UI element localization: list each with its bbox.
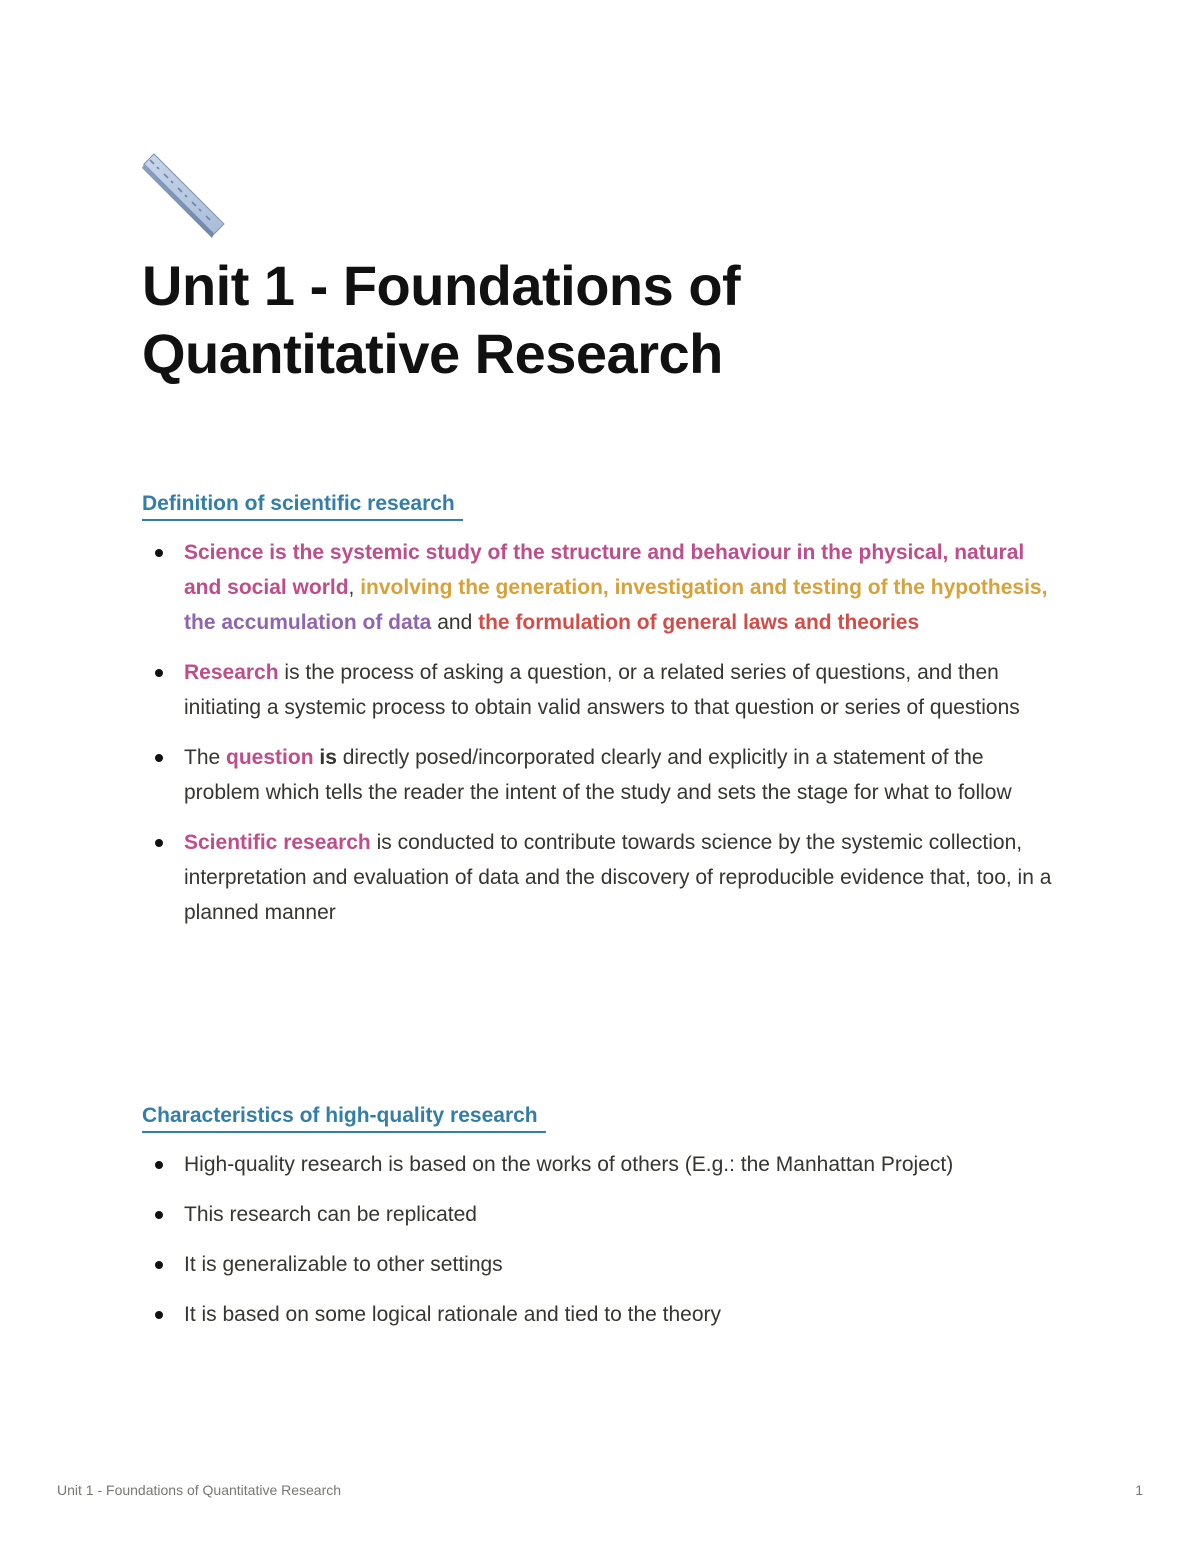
plain-text: directly posed/incorporated clearly and explicitly in a statement of the problem which tells the reader the intent of the study and sets the stage for what to follow	[184, 746, 1012, 804]
list-item-text: High-quality research is based on the works of others (E.g.: the Manhattan Project)	[184, 1153, 954, 1176]
plain-text: ,	[348, 576, 361, 599]
bullet-icon	[155, 669, 163, 677]
list-item	[142, 535, 1062, 640]
section-heading-characteristics: Characteristics of high-quality research	[142, 1101, 546, 1133]
definition-list	[142, 535, 1062, 945]
highlight-text: ,	[1041, 576, 1048, 599]
ruler-icon	[140, 152, 226, 238]
bold-text: is	[313, 746, 337, 769]
list-item-text: It is based on some logical rationale and tied to the theory	[184, 1303, 721, 1326]
highlight-text: the accumulation of data	[184, 611, 432, 634]
footer-title: Unit 1 - Foundations of Quantitative Research	[57, 1482, 342, 1498]
bullet-icon	[155, 754, 163, 762]
list-item-text: This research can be replicated	[184, 1203, 477, 1226]
list-item	[142, 1297, 1062, 1332]
plain-text: and	[431, 611, 479, 634]
highlight-text: Research	[184, 661, 279, 684]
characteristics-list	[142, 1147, 1062, 1347]
highlight-text: Scientific research	[184, 831, 371, 854]
list-item	[142, 1197, 1062, 1232]
list-item	[142, 655, 1062, 725]
list-item	[142, 740, 1062, 810]
plain-text: The	[184, 746, 227, 769]
plain-text: is conducted to contribute towards science by the systemic collection, interpretation and evaluation of data and the discovery of reproducible evidence that, too, in a planned manner	[184, 831, 1052, 924]
bullet-icon	[155, 1311, 163, 1319]
page-number: 1	[1135, 1482, 1143, 1498]
page-title: Unit 1 - Foundations of Quantitative Research	[142, 254, 741, 385]
list-item	[142, 825, 1062, 930]
bullet-icon	[155, 1211, 163, 1219]
list-item	[142, 1147, 1062, 1182]
highlight-text: involving the generation, investigation and testing of the hypothesis	[360, 576, 1042, 599]
bullet-icon	[155, 1161, 163, 1169]
section-heading-definition: Definition of scientific research	[142, 489, 463, 521]
bullet-icon	[155, 839, 163, 847]
bullet-icon	[155, 1261, 163, 1269]
highlight-text: question	[226, 746, 314, 769]
list-item	[142, 1247, 1062, 1282]
bullet-icon	[155, 549, 163, 557]
list-item-text: It is generalizable to other settings	[184, 1253, 503, 1276]
highlight-text: Science is the systemic study of the structure and behaviour in the physical, natural and social world	[184, 541, 1025, 599]
plain-text: is the process of asking a question, or a related series of questions, and then initiating a systemic process to obtain valid answers to that question or series of questions	[184, 661, 1020, 719]
highlight-text: the formulation of general laws and theories	[478, 611, 920, 634]
